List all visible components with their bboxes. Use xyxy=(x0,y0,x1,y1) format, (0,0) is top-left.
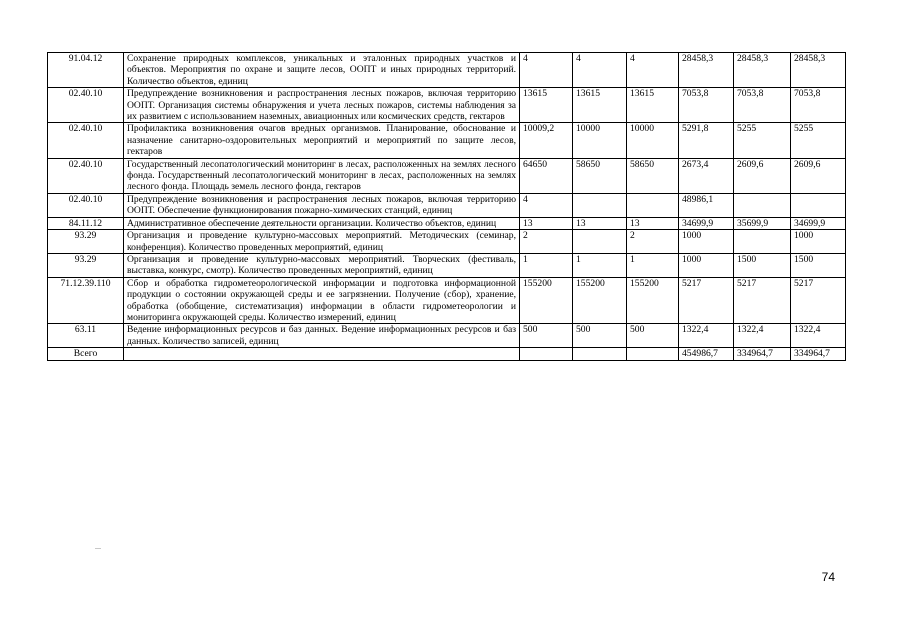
value-cell-v2: 13615 xyxy=(573,88,627,123)
table-row xyxy=(48,88,846,123)
activity-code-cell: 02.40.10 xyxy=(48,158,124,193)
activity-description-cell: Административное обеспечение деятельности организации. Количество объектов, единиц xyxy=(124,217,520,229)
activity-description-cell: Профилактика возникновения очагов вредных организмов. Планирование, обоснование и назначение санитарно-оздоровительных мероприятий и мероприятий по защите лесов, гектаров xyxy=(124,123,520,158)
activity-description-cell: Предупреждение возникновения и распространения лесных пожаров, включая территорию ООПТ. Организация системы обнаружения и учета лесных пожаров, системы наблюдения за их развитием с использованием наземных, авиационных или космических средств, гектаров xyxy=(124,88,520,123)
table-row xyxy=(48,217,846,229)
value-cell-v2: 155200 xyxy=(573,277,627,324)
value-cell-v5 xyxy=(734,193,791,217)
scan-mark xyxy=(95,548,101,549)
value-cell-v6: 1000 xyxy=(791,230,846,254)
value-cell-v6: 2609,6 xyxy=(791,158,846,193)
total-value-cell-v6: 334964,7 xyxy=(791,348,846,360)
value-cell-v3: 13 xyxy=(627,217,679,229)
activity-description-cell: Сбор и обработка гидрометеорологической информации и подготовка информационной продукции о состоянии окружающей среды и ее загрязнении. Получение (сбор), хранение, обработка (обобщение, систематизация) информации в области гидрометеорологии и мониторинга окружающей среды. Количество измерений, единиц xyxy=(124,277,520,324)
value-cell-v1: 10009,2 xyxy=(520,123,573,158)
value-cell-v2: 500 xyxy=(573,324,627,348)
total-empty-desc-cell xyxy=(124,348,520,360)
table-row xyxy=(48,158,846,193)
table-body xyxy=(48,53,846,361)
activity-code-cell: 63.11 xyxy=(48,324,124,348)
table-row xyxy=(48,277,846,324)
value-cell-v1: 1 xyxy=(520,253,573,277)
value-cell-v6: 1500 xyxy=(791,253,846,277)
value-cell-v6: 28458,3 xyxy=(791,53,846,88)
value-cell-v3: 58650 xyxy=(627,158,679,193)
table-row xyxy=(48,123,846,158)
table-row xyxy=(48,193,846,217)
value-cell-v4: 34699,9 xyxy=(679,217,734,229)
value-cell-v2: 13 xyxy=(573,217,627,229)
value-cell-v4: 1000 xyxy=(679,230,734,254)
value-cell-v5: 28458,3 xyxy=(734,53,791,88)
value-cell-v5: 7053,8 xyxy=(734,88,791,123)
value-cell-v6: 5217 xyxy=(791,277,846,324)
activity-description-cell: Ведение информационных ресурсов и баз данных. Ведение информационных ресурсов и баз данных. Количество записей, единиц xyxy=(124,324,520,348)
value-cell-v3: 2 xyxy=(627,230,679,254)
value-cell-v5: 5217 xyxy=(734,277,791,324)
value-cell-v1: 4 xyxy=(520,53,573,88)
value-cell-v2 xyxy=(573,193,627,217)
activity-code-cell: 91.04.12 xyxy=(48,53,124,88)
table-row xyxy=(48,324,846,348)
value-cell-v5: 2609,6 xyxy=(734,158,791,193)
value-cell-v1: 155200 xyxy=(520,277,573,324)
value-cell-v3: 10000 xyxy=(627,123,679,158)
value-cell-v5: 35699,9 xyxy=(734,217,791,229)
value-cell-v1: 2 xyxy=(520,230,573,254)
activity-description-cell: Организация и проведение культурно-массовых мероприятий. Методических (семинар, конференция). Количество проведенных мероприятий, единиц xyxy=(124,230,520,254)
value-cell-v4: 28458,3 xyxy=(679,53,734,88)
value-cell-v6: 5255 xyxy=(791,123,846,158)
value-cell-v3: 1 xyxy=(627,253,679,277)
value-cell-v4: 48986,1 xyxy=(679,193,734,217)
value-cell-v4: 5291,8 xyxy=(679,123,734,158)
total-value-cell-v5: 334964,7 xyxy=(734,348,791,360)
activity-code-cell: 02.40.10 xyxy=(48,193,124,217)
value-cell-v2: 1 xyxy=(573,253,627,277)
budget-table xyxy=(47,52,846,361)
value-cell-v4: 5217 xyxy=(679,277,734,324)
value-cell-v4: 2673,4 xyxy=(679,158,734,193)
value-cell-v6: 7053,8 xyxy=(791,88,846,123)
value-cell-v2: 4 xyxy=(573,53,627,88)
value-cell-v3 xyxy=(627,193,679,217)
activity-code-cell: 71.12.39.110 xyxy=(48,277,124,324)
activity-description-cell: Предупреждение возникновения и распространения лесных пожаров, включая территорию ООПТ. Обеспечение функционирования пожарно-химических станций, единиц xyxy=(124,193,520,217)
value-cell-v1: 4 xyxy=(520,193,573,217)
value-cell-v2 xyxy=(573,230,627,254)
table-row xyxy=(48,53,846,88)
activity-code-cell: 93.29 xyxy=(48,253,124,277)
activity-code-cell: 93.29 xyxy=(48,230,124,254)
value-cell-v3: 155200 xyxy=(627,277,679,324)
value-cell-v3: 500 xyxy=(627,324,679,348)
value-cell-v5: 1500 xyxy=(734,253,791,277)
value-cell-v4: 1322,4 xyxy=(679,324,734,348)
value-cell-v1: 500 xyxy=(520,324,573,348)
activity-code-cell: 02.40.10 xyxy=(48,88,124,123)
value-cell-v1: 13 xyxy=(520,217,573,229)
total-empty-v2-cell xyxy=(573,348,627,360)
total-empty-v3-cell xyxy=(627,348,679,360)
value-cell-v5 xyxy=(734,230,791,254)
value-cell-v1: 13615 xyxy=(520,88,573,123)
value-cell-v6: 34699,9 xyxy=(791,217,846,229)
total-value-cell-v4: 454986,7 xyxy=(679,348,734,360)
value-cell-v2: 58650 xyxy=(573,158,627,193)
table-row xyxy=(48,230,846,254)
value-cell-v2: 10000 xyxy=(573,123,627,158)
value-cell-v4: 1000 xyxy=(679,253,734,277)
value-cell-v5: 5255 xyxy=(734,123,791,158)
total-row xyxy=(48,348,846,360)
activity-code-cell: 02.40.10 xyxy=(48,123,124,158)
value-cell-v3: 13615 xyxy=(627,88,679,123)
page-number: 74 xyxy=(821,570,835,584)
activity-description-cell: Государственный лесопатологический мониторинг в лесах, расположенных на землях лесного фонда. Государственный лесопатологический мониторинг в лесах, расположенных на землях лесного фонда. Площадь земель лесного фонда, гектаров xyxy=(124,158,520,193)
activity-description-cell: Организация и проведение культурно-массовых мероприятий. Творческих (фестиваль, выставка, конкурс, смотр). Количество проведенных мероприятий, единиц xyxy=(124,253,520,277)
activity-description-cell: Сохранение природных комплексов, уникальных и эталонных природных участков и объектов. Мероприятия по охране и защите лесов, ООПТ и иных природных территорий. Количество объектов, единиц xyxy=(124,53,520,88)
value-cell-v1: 64650 xyxy=(520,158,573,193)
value-cell-v6: 1322,4 xyxy=(791,324,846,348)
value-cell-v6 xyxy=(791,193,846,217)
table-row xyxy=(48,253,846,277)
total-empty-v1-cell xyxy=(520,348,573,360)
value-cell-v5: 1322,4 xyxy=(734,324,791,348)
value-cell-v3: 4 xyxy=(627,53,679,88)
value-cell-v4: 7053,8 xyxy=(679,88,734,123)
activity-code-cell: 84.11.12 xyxy=(48,217,124,229)
total-label-cell: Всего xyxy=(48,348,124,360)
